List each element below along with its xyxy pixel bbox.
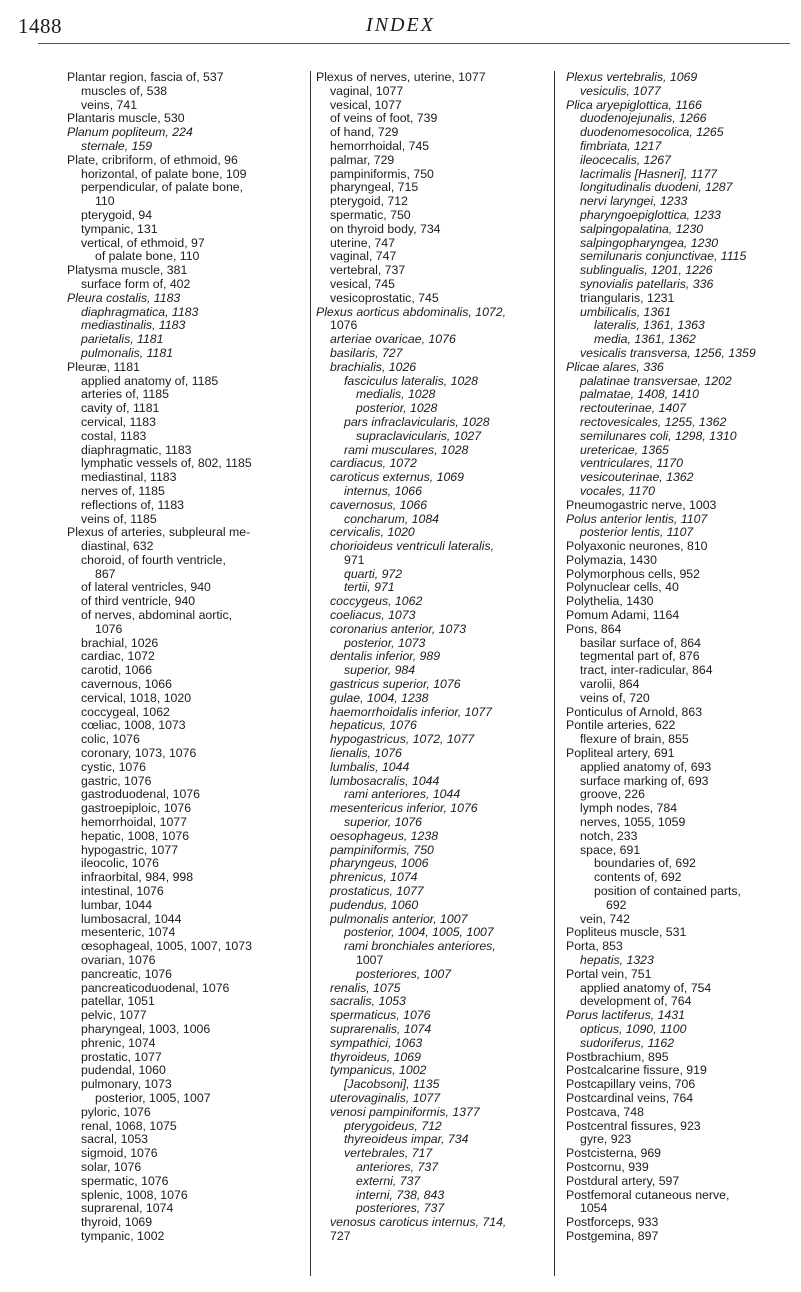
index-entry: lumbalis, 1044: [330, 759, 410, 774]
index-entry: gastricus superior, 1076: [330, 677, 461, 692]
index-entry: development of, 764: [580, 994, 692, 1009]
index-entry: solar, 1076: [81, 1159, 142, 1174]
index-entry: posterior lentis, 1107: [580, 525, 694, 540]
index-entry: chorioideus ventriculi lateralis,: [330, 539, 495, 554]
index-entry: ileocolic, 1076: [81, 856, 159, 871]
index-entry: of palate bone, 110: [95, 249, 200, 264]
index-entry: of veins of foot, 739: [330, 111, 438, 126]
index-entry: diaphragmatic, 1183: [81, 442, 192, 457]
index-entry: interni, 738, 843: [356, 1187, 445, 1202]
index-entry: Plexus aorticus abdominalis, 1072,: [316, 304, 507, 319]
index-entry: oesophageus, 1238: [330, 828, 439, 843]
index-entry: basilar surface of, 864: [580, 635, 701, 650]
index-entry: cavernosus, 1066: [330, 497, 428, 512]
index-entry: 1076: [330, 318, 358, 333]
index-entry: position of contained parts,: [594, 884, 741, 899]
index-entry: dentalis inferior, 989: [330, 649, 441, 664]
index-entry: Polymorphous cells, 952: [566, 566, 700, 581]
index-entry: notch, 233: [580, 828, 638, 843]
index-entry: surface form of, 402: [81, 276, 191, 291]
index-entry: lymphatic vessels of, 802, 1185: [81, 456, 252, 471]
index-entry: salpingopharyngea, 1230: [580, 235, 719, 250]
index-entry: mediastinal, 1183: [81, 470, 177, 485]
index-entry: synovialis patellaris, 336: [580, 276, 714, 291]
index-entry: gastric, 1076: [81, 773, 152, 788]
index-entry: medialis, 1028: [356, 387, 436, 402]
index-entry: patellar, 1051: [81, 994, 155, 1009]
index-entry: suprarenal, 1074: [81, 1201, 174, 1216]
index-entry: tympanic, 131: [81, 221, 158, 236]
index-entry: sternale, 159: [81, 138, 153, 153]
index-entry: arteries of, 1185: [81, 387, 169, 402]
index-entry: pterygoid, 94: [81, 207, 153, 222]
index-entry: rectovesicales, 1255, 1362: [580, 414, 727, 429]
index-entry: Plexus of arteries, subpleural me-: [67, 525, 251, 540]
index-entry: fimbriata, 1217: [580, 138, 662, 153]
index-entry: nervi laryngei, 1233: [580, 194, 688, 209]
index-entry: Ponticulus of Arnold, 863: [566, 704, 703, 719]
header-rule: [38, 43, 790, 44]
index-entry: boundaries of, 692: [594, 856, 696, 871]
index-entry: hemorrhoidal, 745: [330, 138, 430, 153]
index-entry: media, 1361, 1362: [594, 332, 696, 347]
index-column-1: [67, 71, 307, 1244]
index-entry: mesentericus inferior, 1076: [330, 801, 478, 816]
index-entry: superior, 1076: [344, 815, 422, 830]
index-entry: prostatic, 1077: [81, 1049, 162, 1064]
index-entry: 1076: [95, 621, 123, 636]
index-entry: pulmonary, 1073: [81, 1077, 172, 1092]
index-entry: Plicae alares, 336: [566, 359, 664, 374]
index-entry: hepatis, 1323: [580, 953, 654, 967]
index-entry: tertii, 971: [344, 580, 395, 595]
index-entry: veins of, 1185: [81, 511, 157, 526]
index-entry: pudendal, 1060: [81, 1063, 166, 1078]
index-entry: splenic, 1008, 1076: [81, 1187, 188, 1202]
index-entry: sublingualis, 1201, 1226: [580, 263, 713, 278]
index-entry: semilunares coli, 1298, 1310: [580, 428, 737, 443]
index-entry: salpingopalatina, 1230: [580, 221, 704, 236]
index-entry: diaphragmatica, 1183: [81, 304, 199, 319]
index-entry: lateralis, 1361, 1363: [594, 318, 705, 333]
index-entry: triangularis, 1231: [580, 290, 675, 305]
index-entry: nerves, 1055, 1059: [580, 815, 686, 830]
index-entry: sacral, 1053: [81, 1132, 148, 1147]
index-entry: tympanicus, 1002: [330, 1063, 427, 1078]
index-entry: cœliac, 1008, 1073: [81, 718, 186, 733]
index-entry: anteriores, 737: [356, 1159, 439, 1174]
index-entry: Plate, cribriform, of ethmoid, 96: [67, 152, 238, 167]
index-entry: hypogastricus, 1072, 1077: [330, 732, 475, 747]
index-entry: pudendus, 1060: [330, 897, 419, 912]
index-entry: cardiac, 1072: [81, 649, 155, 664]
index-entry: gulae, 1004, 1238: [330, 690, 429, 705]
index-entry: pharyngeal, 715: [330, 180, 419, 195]
index-entry: ileocecalis, 1267: [580, 152, 671, 167]
index-entry: sacralis, 1053: [330, 994, 406, 1009]
column-divider: [310, 71, 311, 1276]
index-entry: 110: [95, 194, 115, 209]
index-entry: caroticus externus, 1069: [330, 470, 464, 485]
index-entry: of nerves, abdominal aortic,: [81, 608, 233, 623]
index-entry: Polynuclear cells, 40: [566, 580, 679, 595]
index-entry: nerves of, 1185: [81, 483, 165, 498]
index-entry: Porta, 853: [566, 939, 623, 954]
page-number: 1488: [18, 14, 62, 38]
index-entry: pars infraclavicularis, 1028: [344, 414, 490, 429]
index-entry: pterygoid, 712: [330, 194, 408, 209]
index-entry: suprarenalis, 1074: [330, 1021, 432, 1036]
index-entry: sigmoid, 1076: [81, 1146, 158, 1161]
index-entry: space, 691: [580, 842, 641, 857]
index-entry: uterovaginalis, 1077: [330, 1090, 441, 1105]
index-entry: pampiniformis, 750: [330, 166, 434, 181]
index-entry: arteriae ovaricae, 1076: [330, 332, 456, 347]
index-entry: Platysma muscle, 381: [67, 263, 188, 278]
index-entry: Plexus vertebralis, 1069: [566, 70, 698, 84]
index-entry: 692: [606, 897, 627, 912]
index-entry: Popliteus muscle, 531: [566, 925, 687, 940]
index-entry: renalis, 1075: [330, 980, 401, 995]
page-header: [0, 14, 801, 48]
index-entry: pancreaticoduodenal, 1076: [81, 980, 230, 995]
index-entry: horizontal, of palate bone, 109: [81, 166, 247, 181]
index-entry: Postfemoral cutaneous nerve,: [566, 1187, 730, 1202]
index-entry: Postcardinal veins, 764: [566, 1090, 694, 1105]
index-entry: varolii, 864: [580, 677, 640, 692]
index-entry: haemorrhoidalis inferior, 1077: [330, 704, 493, 719]
index-entry: cystic, 1076: [81, 759, 146, 774]
index-entry: vaginal, 747: [330, 249, 397, 264]
index-entry: uterine, 747: [330, 235, 395, 250]
index-entry: colic, 1076: [81, 732, 140, 747]
index-entry: pelvic, 1077: [81, 1008, 147, 1023]
index-entry: palatinae transversae, 1202: [580, 373, 732, 388]
index-entry: pharyngoepiglottica, 1233: [580, 207, 721, 222]
index-entry: vesicoprostatic, 745: [330, 290, 439, 305]
index-entry: Pleuræ, 1181: [67, 359, 140, 374]
index-entry: Pleura costalis, 1183: [67, 290, 181, 305]
index-entry: lymph nodes, 784: [580, 801, 678, 816]
index-entry: vertical, of ethmoid, 97: [81, 235, 205, 250]
index-entry: Porus lactiferus, 1431: [566, 1008, 685, 1023]
index-entry: pulmonalis, 1181: [81, 345, 174, 360]
index-entry: carotid, 1066: [81, 663, 153, 678]
index-entry: surface marking of, 693: [580, 773, 709, 788]
index-entry: diastinal, 632: [81, 539, 154, 554]
index-entry: cardiacus, 1072: [330, 456, 417, 471]
index-entry: lumbar, 1044: [81, 897, 153, 912]
index-entry: supraclavicularis, 1027: [356, 428, 482, 443]
index-entry: of hand, 729: [330, 125, 399, 140]
index-entry: hemorrhoidal, 1077: [81, 815, 187, 830]
index-entry: cavity of, 1181: [81, 401, 160, 416]
index-entry: pulmonalis anterior, 1007: [330, 911, 468, 926]
index-entry: of third ventricle, 940: [81, 594, 196, 609]
index-entry: hepatic, 1008, 1076: [81, 828, 190, 843]
running-title: INDEX: [366, 14, 435, 36]
index-entry: [Jacobsoni], 1135: [344, 1077, 440, 1092]
index-entry: coronarius anterior, 1073: [330, 621, 467, 636]
index-entry: longitudinalis duodeni, 1287: [580, 180, 733, 195]
index-entry: tegmental part of, 876: [580, 649, 700, 664]
index-entry: pharyngeal, 1003, 1006: [81, 1021, 211, 1036]
index-entry: posterior, 1073: [344, 635, 426, 650]
index-entry: infraorbital, 984, 998: [81, 870, 194, 885]
index-entry: Popliteal artery, 691: [566, 746, 675, 761]
index-entry: thyroideus, 1069: [330, 1049, 421, 1064]
index-entry: Polus anterior lentis, 1107: [566, 511, 708, 526]
index-entry: Polymazia, 1430: [566, 552, 657, 567]
index-entry: rami bronchiales anteriores,: [344, 939, 496, 954]
index-entry: ovarian, 1076: [81, 953, 156, 967]
index-entry: rami anteriores, 1044: [344, 787, 461, 802]
index-entry: pancreatic, 1076: [81, 966, 172, 981]
index-entry: vein, 742: [580, 911, 630, 926]
index-entry: cervical, 1183: [81, 414, 156, 429]
index-entry: Postgemina, 897: [566, 1228, 659, 1243]
index-entry: tract, inter-radicular, 864: [580, 663, 713, 678]
index-entry: applied anatomy of, 754: [580, 980, 712, 995]
index-entry: reflections of, 1183: [81, 497, 184, 512]
index-entry: thyreoideus impar, 734: [344, 1132, 469, 1147]
index-entry: ventriculares, 1170: [580, 456, 683, 471]
index-entry: Pontile arteries, 622: [566, 718, 676, 733]
index-entry: veins of, 720: [580, 690, 650, 705]
index-entry: vocales, 1170: [580, 483, 655, 498]
index-entry: Portal vein, 751: [566, 966, 652, 981]
index-entry: posterior, 1028: [356, 401, 438, 416]
index-entry: Postbrachium, 895: [566, 1049, 669, 1064]
index-entry: internus, 1066: [344, 483, 422, 498]
index-entry: flexure of brain, 855: [580, 732, 689, 747]
index-entry: coeliacus, 1073: [330, 608, 416, 623]
index-entry: cavernous, 1066: [81, 677, 172, 692]
index-entry: gastroepiploic, 1076: [81, 801, 192, 816]
index-entry: vesical, 745: [330, 276, 395, 291]
index-entry: 1007: [356, 953, 384, 967]
index-entry: semilunaris conjunctivae, 1115: [580, 249, 747, 264]
index-entry: pharyngeus, 1006: [330, 856, 429, 871]
index-entry: lumbosacralis, 1044: [330, 773, 440, 788]
index-entry: on thyroid body, 734: [330, 221, 441, 236]
index-entry: groove, 226: [580, 787, 645, 802]
index-entry: parietalis, 1181: [81, 332, 164, 347]
index-entry: of lateral ventricles, 940: [81, 580, 211, 595]
index-entry: quarti, 972: [344, 566, 403, 581]
index-entry: prostaticus, 1077: [330, 884, 424, 899]
index-entry: muscles of, 538: [81, 83, 168, 98]
index-entry: vesicouterinae, 1362: [580, 470, 694, 485]
index-entry: applied anatomy of, 1185: [81, 373, 219, 388]
index-entry: gastroduodenal, 1076: [81, 787, 200, 802]
index-entry: uretericae, 1365: [580, 442, 669, 457]
index-entry: veins, 741: [81, 97, 138, 112]
index-entry: hepaticus, 1076: [330, 718, 417, 733]
index-entry: Postcisterna, 969: [566, 1146, 662, 1161]
index-entry: thyroid, 1069: [81, 1215, 153, 1230]
index-entry: œsophageal, 1005, 1007, 1073: [81, 939, 252, 954]
index-entry: 727: [330, 1228, 351, 1243]
index-entry: intestinal, 1076: [81, 884, 164, 899]
index-entry: 1054: [580, 1201, 608, 1216]
index-entry: pterygoideus, 712: [344, 1118, 442, 1133]
index-entry: spermaticus, 1076: [330, 1008, 431, 1023]
index-entry: Plantaris muscle, 530: [67, 111, 185, 126]
index-entry: Planum popliteum, 224: [67, 125, 193, 140]
index-entry: Polyaxonic neurones, 810: [566, 539, 708, 554]
column-divider: [554, 71, 555, 1276]
index-entry: palmar, 729: [330, 152, 395, 167]
index-entry: basilaris, 727: [330, 345, 403, 360]
index-entry: sudoriferus, 1162: [580, 1035, 675, 1050]
index-column-2: [316, 71, 534, 1244]
index-entry: vesiculis, 1077: [580, 83, 661, 98]
index-entry: vertebral, 737: [330, 263, 406, 278]
index-entry: Plantar region, fascia of, 537: [67, 70, 224, 84]
index-entry: spermatic, 750: [330, 207, 411, 222]
index-entry: mediastinalis, 1183: [81, 318, 186, 333]
index-entry: Postcalcarine fissure, 919: [566, 1063, 707, 1078]
index-entry: Postcentral fissures, 923: [566, 1118, 701, 1133]
index-entry: fasciculus lateralis, 1028: [344, 373, 478, 388]
index-entry: costal, 1183: [81, 428, 147, 443]
index-entry: lienalis, 1076: [330, 746, 402, 761]
index-entry: vesicalis transversa, 1256, 1359: [580, 345, 756, 360]
index-entry: duodenojejunalis, 1266: [580, 111, 707, 126]
index-entry: Postcava, 748: [566, 1104, 644, 1119]
index-entry: Plexus of nerves, uterine, 1077: [316, 70, 486, 84]
index-entry: rectouterinae, 1407: [580, 401, 686, 416]
index-entry: Plica aryepiglottica, 1166: [566, 97, 702, 112]
index-entry: lacrimalis [Hasneri], 1177: [580, 166, 718, 181]
index-entry: Postforceps, 933: [566, 1215, 659, 1230]
index-entry: coccygeus, 1062: [330, 594, 423, 609]
index-entry: 971: [344, 552, 365, 567]
index-entry: posteriores, 1007: [356, 966, 452, 981]
index-entry: contents of, 692: [594, 870, 682, 885]
index-entry: posterior, 1005, 1007: [95, 1090, 211, 1105]
index-entry: sympathici, 1063: [330, 1035, 423, 1050]
index-entry: coronary, 1073, 1076: [81, 746, 197, 761]
index-entry: pyloric, 1076: [81, 1104, 151, 1119]
index-entry: Pomum Adami, 1164: [566, 608, 680, 623]
index-entry: phrenicus, 1074: [330, 870, 418, 885]
index-entry: coccygeal, 1062: [81, 704, 170, 719]
index-entry: 867: [95, 566, 116, 581]
index-entry: Postdural artery, 597: [566, 1173, 680, 1188]
index-entry: posteriores, 737: [356, 1201, 445, 1216]
index-entry: lumbosacral, 1044: [81, 911, 182, 926]
index-entry: palmatae, 1408, 1410: [580, 387, 699, 402]
index-entry: vaginal, 1077: [330, 83, 404, 98]
index-entry: vesical, 1077: [330, 97, 402, 112]
index-entry: opticus, 1090, 1100: [580, 1021, 687, 1036]
index-entry: spermatic, 1076: [81, 1173, 169, 1188]
index-column-3: [566, 71, 794, 1244]
index-entry: choroid, of fourth ventricle,: [81, 552, 226, 567]
index-entry: gyre, 923: [580, 1132, 632, 1147]
index-entry: externi, 737: [356, 1173, 421, 1188]
index-entry: applied anatomy of, 693: [580, 759, 712, 774]
index-entry: rami musculares, 1028: [344, 442, 469, 457]
index-entry: vertebrales, 717: [344, 1146, 433, 1161]
index-entry: hypogastric, 1077: [81, 842, 179, 857]
index-entry: posterior, 1004, 1005, 1007: [344, 925, 494, 940]
index-entry: venosus caroticus internus, 714,: [330, 1215, 507, 1230]
index-entry: superior, 984: [344, 663, 416, 678]
index-entry: tympanic, 1002: [81, 1228, 165, 1243]
index-entry: Pons, 864: [566, 621, 622, 636]
index-entry: duodenomesocolica, 1265: [580, 125, 724, 140]
index-entry: perpendicular, of palate bone,: [81, 180, 244, 195]
index-entry: mesenteric, 1074: [81, 925, 176, 940]
index-entry: Postcapillary veins, 706: [566, 1077, 696, 1092]
index-entry: venosi pampiniformis, 1377: [330, 1104, 480, 1119]
index-entry: Pneumogastric nerve, 1003: [566, 497, 717, 512]
index-entry: pampiniformis, 750: [330, 842, 434, 857]
index-entry: brachial, 1026: [81, 635, 159, 650]
index-entry: Postcornu, 939: [566, 1159, 649, 1174]
index-entry: Polythelia, 1430: [566, 594, 654, 609]
index-entry: brachialis, 1026: [330, 359, 417, 374]
index-entry: renal, 1068, 1075: [81, 1118, 177, 1133]
index-entry: concharum, 1084: [344, 511, 440, 526]
index-entry: cervicalis, 1020: [330, 525, 415, 540]
index-entry: phrenic, 1074: [81, 1035, 156, 1050]
index-entry: umbilicalis, 1361: [580, 304, 671, 319]
index-entry: cervical, 1018, 1020: [81, 690, 192, 705]
